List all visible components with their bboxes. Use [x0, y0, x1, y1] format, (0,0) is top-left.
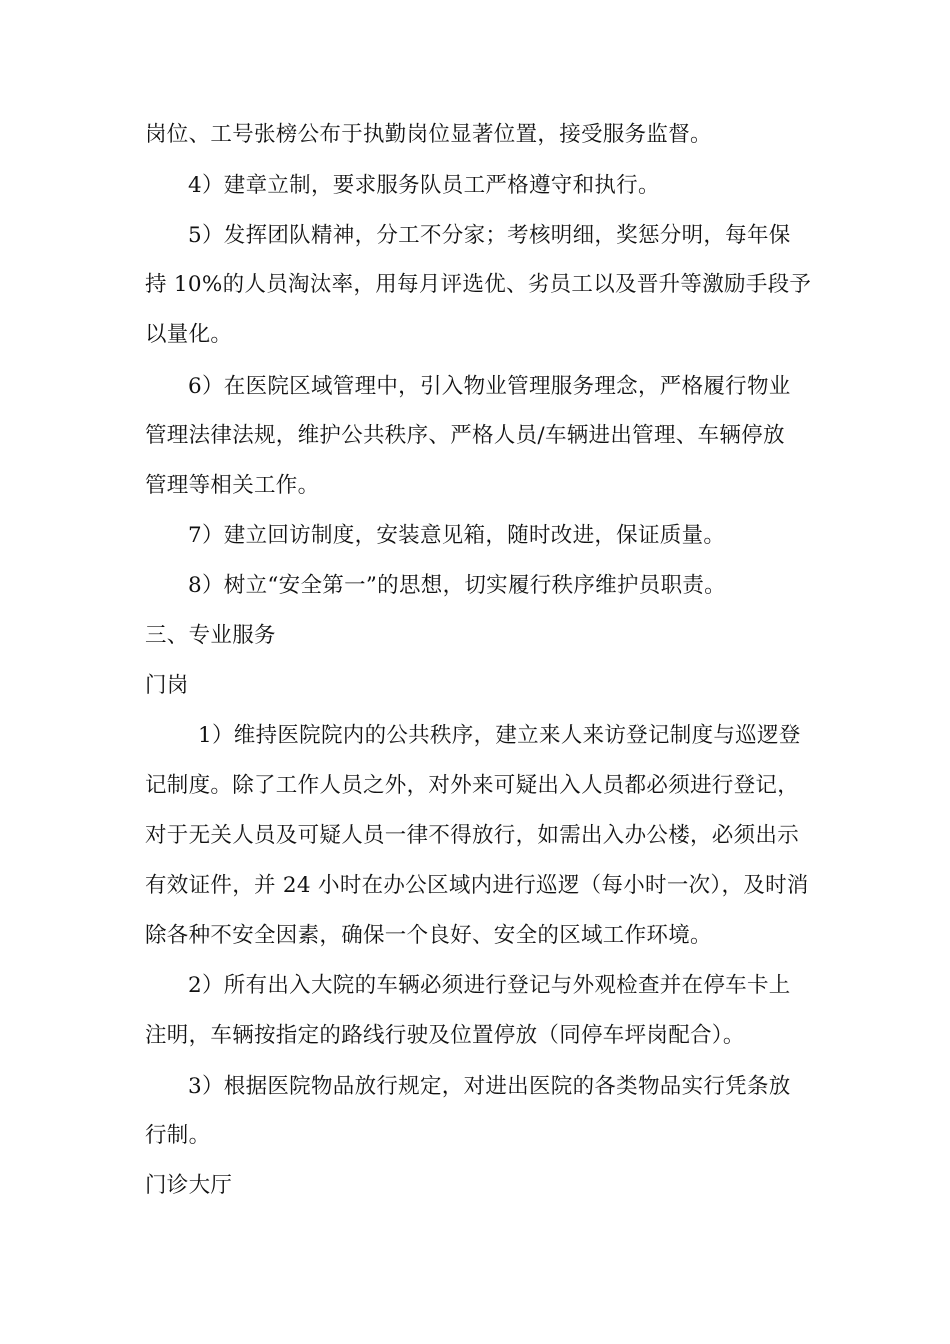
- list-item-4: 4）建章立制，要求服务队员工严格遵守和执行。: [188, 173, 660, 198]
- paragraph-line: 记制度。除了工作人员之外，对外来可疑出入人员都必须进行登记，: [145, 773, 800, 798]
- subsection-heading: 门诊大厅: [145, 1173, 233, 1198]
- list-item-2: 2）所有出入大院的车辆必须进行登记与外观检查并在停车卡上: [188, 973, 791, 998]
- list-item-6: 6）在医院区域管理中，引入物业管理服务理念，严格履行物业: [188, 374, 791, 399]
- paragraph-line: 对于无关人员及可疑人员一律不得放行，如需出入办公楼，必须出示: [145, 823, 800, 848]
- paragraph-line: 行制。: [145, 1123, 211, 1148]
- section-heading: 三、专业服务: [145, 623, 276, 648]
- paragraph-line: 以量化。: [145, 322, 233, 347]
- list-item-8: 8）树立“安全第一”的思想，切实履行秩序维护员职责。: [188, 573, 726, 598]
- paragraph-line: 管理等相关工作。: [145, 473, 320, 498]
- paragraph-line: 岗位、工号张榜公布于执勤岗位显著位置，接受服务监督。: [145, 122, 712, 147]
- paragraph-line: 管理法律法规，维护公共秩序、严格人员/车辆进出管理、车辆停放: [145, 423, 785, 448]
- paragraph-line: 除各种不安全因素，确保一个良好、安全的区域工作环境。: [145, 923, 712, 948]
- paragraph-line: 有效证件，并 24 小时在办公区域内进行巡逻（每小时一次），及时消: [145, 873, 809, 898]
- list-item-7: 7）建立回访制度，安装意见箱，随时改进，保证质量。: [188, 523, 726, 548]
- paragraph-line: 持 10%的人员淘汰率，用每月评选优、劣员工以及晋升等激励手段予: [145, 272, 812, 297]
- subsection-heading: 门岗: [145, 673, 189, 698]
- list-item-3: 3）根据医院物品放行规定，对进出医院的各类物品实行凭条放: [188, 1074, 791, 1099]
- list-item-1: 1）维持医院院内的公共秩序，建立来人来访登记制度与巡逻登: [198, 723, 801, 748]
- list-item-5: 5）发挥团队精神，分工不分家；考核明细，奖惩分明，每年保: [188, 223, 791, 248]
- paragraph-line: 注明，车辆按指定的路线行驶及位置停放（同停车坪岗配合）。: [145, 1023, 745, 1048]
